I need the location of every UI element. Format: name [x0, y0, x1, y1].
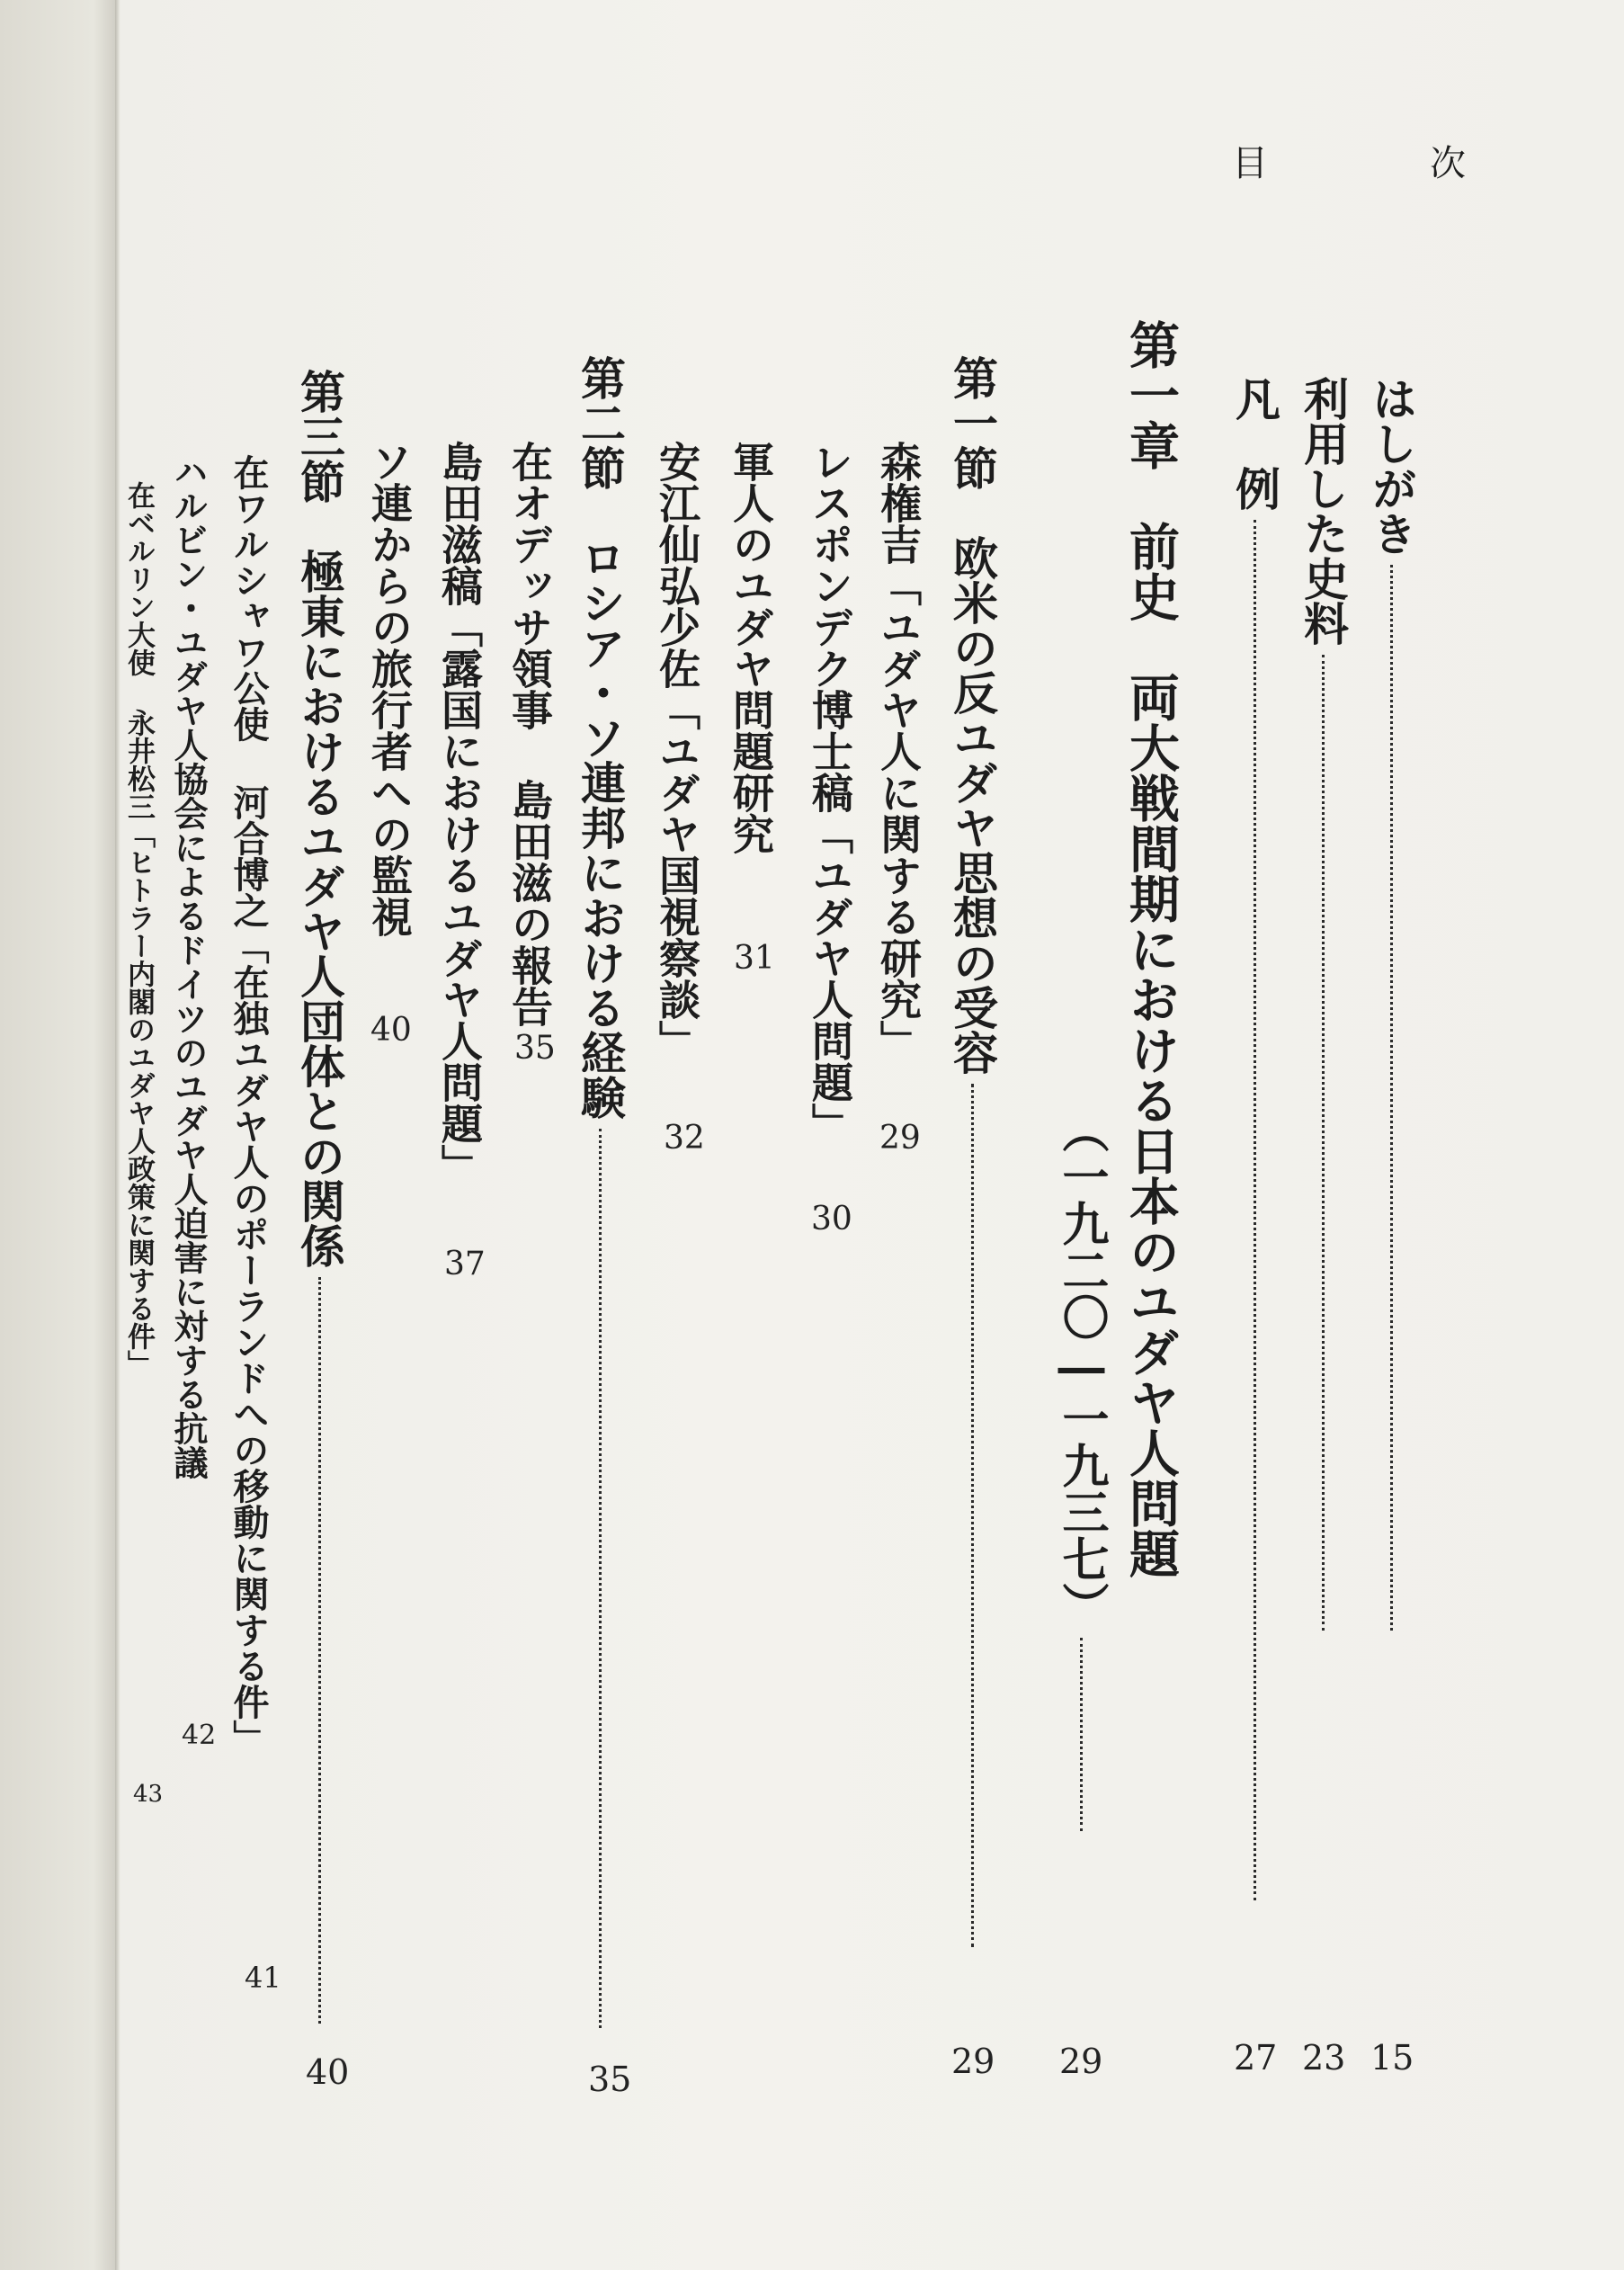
- toc-subentry[interactable]: [806, 441, 854, 1144]
- toc-section-1[interactable]: [946, 355, 999, 1956]
- page-number: 30: [811, 1201, 852, 1238]
- toc-subentry[interactable]: [505, 441, 554, 1027]
- subentry-title: ハルビン・ユダヤ人協会によるドイツのユダヤ人迫害に対する抗議: [168, 454, 209, 1479]
- section-title: 第三節 極東におけるユダヤ人団体との関係: [293, 369, 346, 1268]
- page-number: 29: [951, 2042, 995, 2081]
- subentry-title: 在ワルシャワ公使 河合博之「在独ユダヤ人のポーランドへの移動に関する件」: [228, 454, 270, 1756]
- toc-subentry[interactable]: [727, 441, 775, 854]
- entry-title: 凡 例: [1228, 376, 1281, 511]
- toc-subentry[interactable]: [168, 454, 209, 1479]
- page-number: 42: [182, 1720, 217, 1751]
- subentry-title: 森権吉「ユダヤ人に関する研究」: [874, 441, 923, 1061]
- page-number: 35: [514, 1030, 556, 1067]
- dot-leader: [318, 1277, 321, 2024]
- dot-leader: [1390, 565, 1393, 1631]
- toc-entry-shiryo[interactable]: [1297, 376, 1350, 1640]
- page-number: 23: [1302, 2038, 1346, 2078]
- toc-subentry[interactable]: [122, 481, 155, 1378]
- chapter-years: （一九二〇―一九三七）: [1054, 1106, 1109, 1629]
- entry-title: はしがき: [1365, 376, 1418, 556]
- page-number: 40: [306, 2052, 350, 2092]
- page-number: 32: [664, 1120, 705, 1157]
- toc-entry-hanrei[interactable]: [1228, 376, 1281, 1909]
- subentry-title: 安江仙弘少佐「ユダヤ国視察談」: [653, 441, 701, 1061]
- dot-leader: [971, 1084, 974, 1947]
- facing-page-edge: [0, 0, 117, 2270]
- toc-subentry[interactable]: [874, 441, 923, 1061]
- toc-section-2[interactable]: [574, 355, 627, 2037]
- dot-leader: [1322, 655, 1325, 1631]
- chapter-title: 第一章 前史 両大戦間期における日本のユダヤ人問題: [1121, 319, 1181, 1578]
- toc-section-3[interactable]: [293, 369, 346, 2033]
- page-number: 41: [245, 1961, 281, 1995]
- page-number: 29: [879, 1120, 921, 1157]
- page-number: 40: [370, 1012, 412, 1049]
- dot-leader: [1254, 520, 1256, 1900]
- toc-subentry[interactable]: [228, 454, 270, 1756]
- dot-leader: [1080, 1638, 1083, 1831]
- page-number: 43: [133, 1781, 164, 1808]
- toc-title: 目 次: [1232, 143, 1529, 184]
- subentry-title: 在オデッサ領事 島田滋の報告: [505, 441, 554, 1027]
- page-number: 35: [588, 2060, 632, 2099]
- subentry-title: レスポンデク博士稿「ユダヤ人問題」: [806, 441, 854, 1144]
- entry-title: 利用した史料: [1297, 376, 1350, 646]
- toc-subentry[interactable]: [435, 441, 484, 1185]
- subentry-title: 軍人のユダヤ問題研究: [727, 441, 775, 854]
- toc-subentry[interactable]: [653, 441, 701, 1061]
- page-number: 37: [444, 1246, 486, 1282]
- page-number: 27: [1234, 2038, 1278, 2078]
- toc-chapter-1[interactable]: [1121, 319, 1181, 1578]
- subentry-title: 島田滋稿「露国におけるユダヤ人問題」: [435, 441, 484, 1185]
- toc-chapter-1-years[interactable]: [1054, 1106, 1109, 1840]
- dot-leader: [599, 1129, 602, 2028]
- page-number: 31: [734, 940, 775, 977]
- page-number: 15: [1370, 2038, 1414, 2078]
- toc-entry-hashigaki[interactable]: [1365, 376, 1418, 1640]
- section-title: 第二節 ロシア・ソ連邦における経験: [574, 355, 627, 1120]
- section-title: 第一節 欧米の反ユダヤ思想の受容: [946, 355, 999, 1075]
- page-number: 29: [1059, 2042, 1103, 2081]
- subentry-title: 在ベルリン大使 永井松三「ヒトラー内閣のユダヤ人政策に関する件」: [122, 481, 155, 1378]
- toc-subentry[interactable]: [365, 441, 414, 937]
- subentry-title: ソ連からの旅行者への監視: [365, 441, 414, 937]
